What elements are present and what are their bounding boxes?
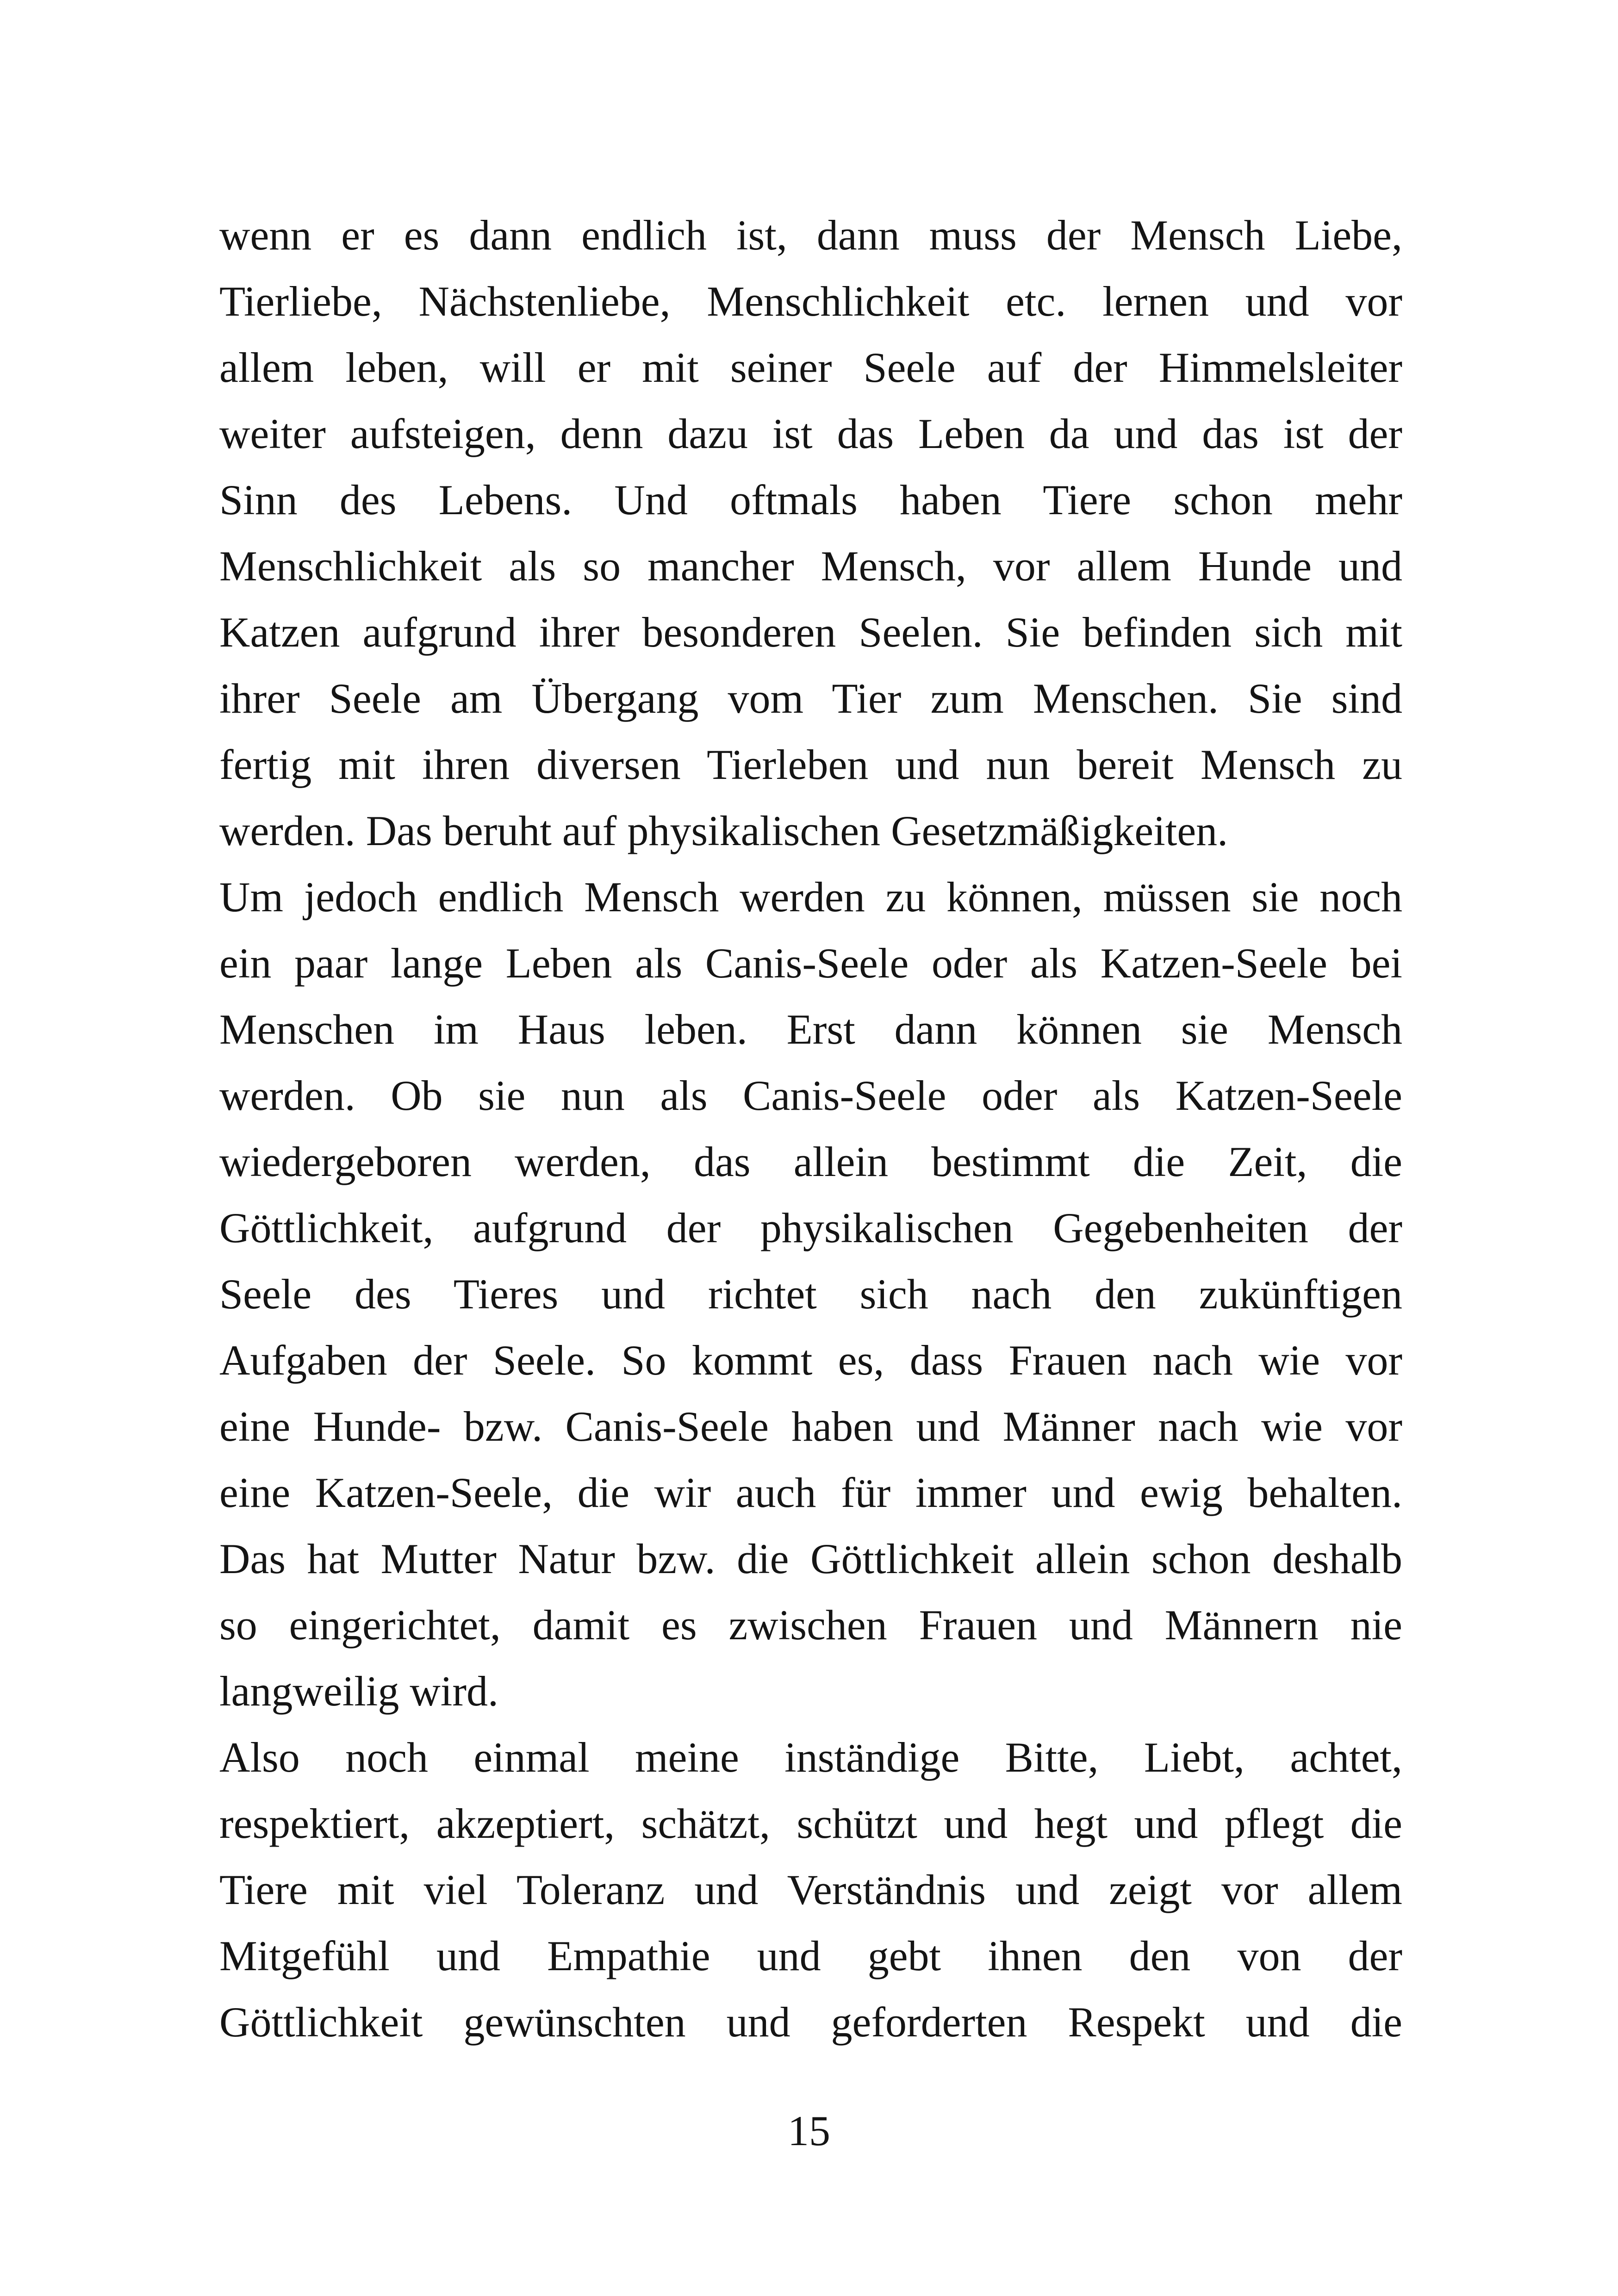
text-line: Göttlichkeit gewünschten und geforderten Respekt und die bbox=[219, 1998, 1402, 2046]
text-line: Tiere mit viel Toleranz und Verständnis und zeigt vor allem bbox=[219, 1866, 1402, 1913]
text-line: ein paar lange Leben als Canis-Seele oder als Katzen-Seele bei bbox=[219, 940, 1402, 987]
text-line: allem leben, will er mit seiner Seele auf der Himmelsleiter bbox=[219, 344, 1402, 391]
text-line: wiedergeboren werden, das allein bestimmt die Zeit, die bbox=[219, 1138, 1402, 1185]
text-line: werden. Ob sie nun als Canis-Seele oder als Katzen-Seele bbox=[219, 1072, 1402, 1119]
text-line: Also noch einmal meine inständige Bitte, Liebt, achtet, bbox=[219, 1734, 1402, 1781]
text-line: Katzen aufgrund ihrer besonderen Seelen. Sie befinden sich mit bbox=[219, 609, 1402, 656]
text-line: Menschen im Haus leben. Erst dann können sie Mensch bbox=[219, 1006, 1402, 1053]
text-line: Um jedoch endlich Mensch werden zu können, müssen sie noch bbox=[219, 873, 1402, 921]
text-line: eine Katzen-Seele, die wir auch für immer und ewig behalten. bbox=[219, 1469, 1402, 1516]
text-line: fertig mit ihren diversen Tierleben und nun bereit Mensch zu bbox=[219, 741, 1402, 788]
text-line: Göttlichkeit, aufgrund der physikalischen Gegebenheiten der bbox=[219, 1204, 1402, 1251]
page-number: 15 bbox=[788, 2107, 830, 2154]
text-line: ihrer Seele am Übergang vom Tier zum Menschen. Sie sind bbox=[219, 675, 1402, 722]
text-line: Tierliebe, Nächstenliebe, Menschlichkeit etc. lernen und vor bbox=[219, 278, 1402, 325]
text-line: Mitgefühl und Empathie und gebt ihnen den von der bbox=[219, 1932, 1402, 1979]
text-line: Sinn des Lebens. Und oftmals haben Tiere schon mehr bbox=[219, 476, 1402, 523]
text-line: weiter aufsteigen, denn dazu ist das Leben da und das ist der bbox=[219, 410, 1402, 457]
text-line: respektiert, akzeptiert, schätzt, schützt und hegt und pflegt die bbox=[219, 1800, 1402, 1847]
text-line: Das hat Mutter Natur bzw. die Göttlichkeit allein schon deshalb bbox=[219, 1535, 1402, 1582]
paragraph-last-line: langweilig wird. bbox=[219, 1668, 498, 1715]
text-line: Seele des Tieres und richtet sich nach den zukünftigen bbox=[219, 1270, 1402, 1318]
text-line: wenn er es dann endlich ist, dann muss der Mensch Liebe, bbox=[219, 212, 1402, 259]
text-line: Aufgaben der Seele. So kommt es, dass Frauen nach wie vor bbox=[219, 1337, 1402, 1384]
text-line: Menschlichkeit als so mancher Mensch, vor allem Hunde und bbox=[219, 542, 1402, 590]
paragraph-last-line: werden. Das beruht auf physikalischen Gesetzmäßigkeiten. bbox=[219, 807, 1228, 854]
text-line: so eingerichtet, damit es zwischen Frauen und Männern nie bbox=[219, 1601, 1402, 1649]
text-line: eine Hunde- bzw. Canis-Seele haben und Männer nach wie vor bbox=[219, 1403, 1402, 1450]
